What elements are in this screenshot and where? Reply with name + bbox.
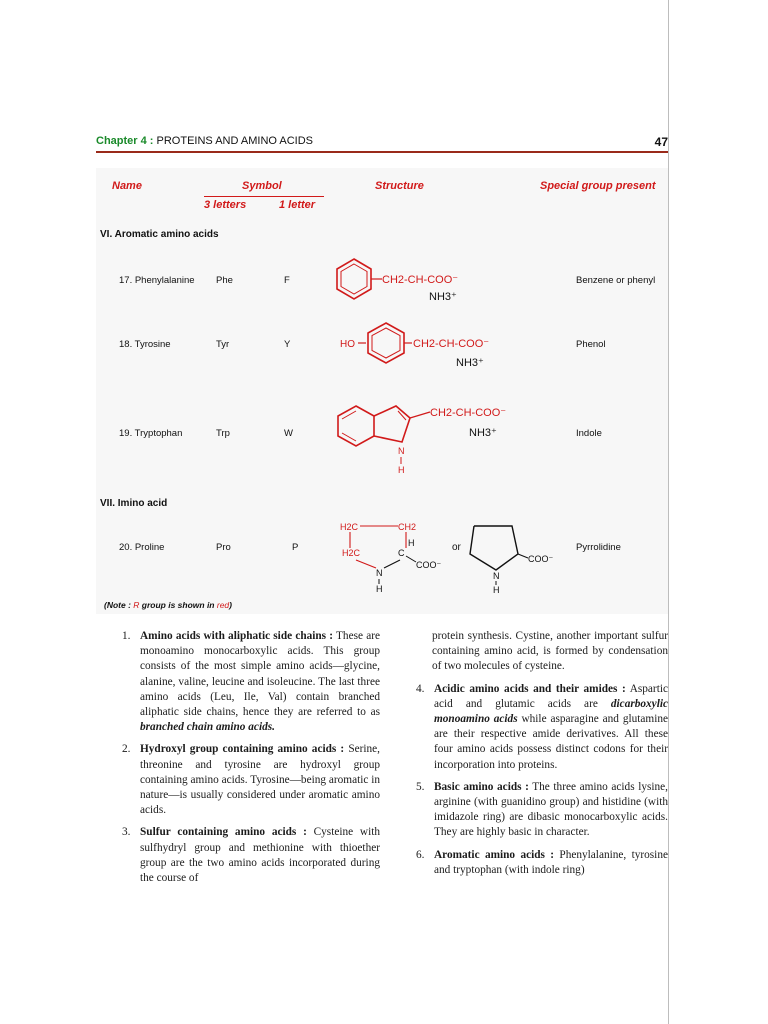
structure-amine: NH3⁺	[469, 427, 497, 439]
column-header-structure: Structure	[375, 180, 424, 192]
special-group: Indole	[576, 428, 602, 439]
three-letter-code: Pro	[216, 542, 231, 553]
amino-acid-name: 19. Tryptophan	[119, 428, 183, 439]
continued-paragraph: protein synthesis. Cystine, another important sulfur containing amino acid, is formed by condensation of two molecules of cysteine.	[432, 630, 668, 673]
special-group: Benzene or phenyl	[576, 275, 656, 286]
column-header-name: Name	[112, 180, 142, 192]
table-note: (Note : R group is shown in red)	[104, 600, 233, 610]
list-item: 3. Sulfur containing amino acids : Cysteine with sulfhydryl group and methionine with thioether group are the two amino acids incorporated during the course of	[122, 826, 380, 885]
one-letter-code: Y	[284, 339, 291, 350]
structure-carbon: C	[398, 548, 405, 558]
one-letter-code: F	[284, 275, 290, 286]
chapter-label: Chapter 4 :	[96, 135, 154, 147]
amino-acid-name: 20. Proline	[119, 542, 165, 553]
one-letter-code: W	[284, 428, 293, 439]
section-title-aromatic: VI. Aromatic amino acids	[100, 229, 219, 240]
structure-nitrogen: N	[493, 571, 500, 581]
structure-carboxylate: COO⁻	[416, 560, 442, 570]
section-title-imino: VII. Imino acid	[100, 498, 168, 509]
column-header-one-letter: 1 letter	[279, 199, 316, 211]
amino-acid-name: 17. Phenylalanine	[119, 275, 195, 286]
chapter-heading	[96, 135, 313, 147]
amino-acid-name: 18. Tyrosine	[119, 339, 171, 350]
tyrosine-structure	[338, 318, 528, 374]
structure-ch2: CH2	[398, 522, 417, 532]
list-item: 5. Basic amino acids : The three amino acids lysine, arginine (with guanidino group) and histidine (with imidazole ring) are dibasic monocarboxylic acids. They are highly basic in character.	[416, 780, 668, 839]
special-group: Phenol	[576, 339, 606, 350]
list-item: 4. Acidic amino acids and their amides : Aspartic acid and glutamic acids are dicarboxylic monoamino acids while asparagine and glutamine are their respective amide derivatives. All these four amino acids possess distinct codons for their incorporation into proteins.	[416, 682, 669, 771]
structure-alpha-hydrogen: H	[408, 538, 415, 548]
structure-carboxylate: COO⁻	[528, 554, 554, 564]
three-letter-code: Trp	[216, 428, 230, 439]
structure-h2c-top: H2C	[340, 522, 359, 532]
proline-structure	[338, 518, 568, 594]
header-rule	[96, 151, 668, 153]
body-left-column	[120, 629, 380, 893]
structure-or: or	[452, 542, 461, 553]
one-letter-code: P	[292, 542, 299, 553]
structure-substituent: CH2-CH-COO⁻	[430, 407, 507, 419]
structure-hydrogen: H	[398, 465, 405, 475]
list-item: 2. Hydroxyl group containing amino acids : Serine, threonine and tyrosine are hydroxyl group containing amino acids. Tyrosine—being aromatic in nature—is usually considered under aromatic amino acids.	[122, 743, 381, 817]
structure-h2c-bottom: H2C	[342, 548, 361, 558]
structure-nitrogen: N	[376, 568, 383, 578]
page-number: 47	[654, 135, 668, 149]
phenylalanine-structure	[334, 254, 504, 308]
three-letter-code: Tyr	[216, 339, 230, 350]
structure-amine: NH3⁺	[429, 291, 457, 303]
list-item: 1. Amino acids with aliphatic side chains : These are monoamino monocarboxylic acids. This group consists of the most simple amino acids—glycine, alanine, valine, leucine and isoleucine. The last three amino acids (Leu, Ile, Val) contain branched aliphatic side chains, hence they are referred to as branched chain amino acids.	[122, 630, 380, 734]
column-header-three-letters: 3 letters	[204, 199, 247, 211]
structure-hydroxyl: HO	[340, 339, 355, 350]
column-header-special-group: Special group present	[540, 180, 656, 192]
list-item: 6. Aromatic amino acids : Phenylalanine, tyrosine and tryptophan (with indole ring)	[416, 848, 668, 876]
body-right-column	[414, 629, 668, 885]
structure-amine: NH3⁺	[456, 357, 484, 369]
structure-hydrogen: H	[493, 585, 500, 594]
running-header	[96, 135, 668, 151]
structure-hydrogen: H	[376, 584, 383, 594]
structure-substituent: CH2-CH-COO⁻	[413, 338, 490, 350]
three-letter-code: Phe	[216, 275, 233, 286]
tryptophan-structure	[334, 398, 534, 478]
page-edge-rule	[668, 0, 669, 1024]
structure-substituent: CH2-CH-COO⁻	[382, 274, 459, 286]
special-group: Pyrrolidine	[576, 542, 621, 553]
symbol-rule	[204, 196, 324, 197]
structure-nitrogen: N	[398, 446, 405, 456]
column-header-symbol: Symbol	[242, 180, 282, 192]
chapter-title: PROTEINS AND AMINO ACIDS	[156, 135, 314, 147]
